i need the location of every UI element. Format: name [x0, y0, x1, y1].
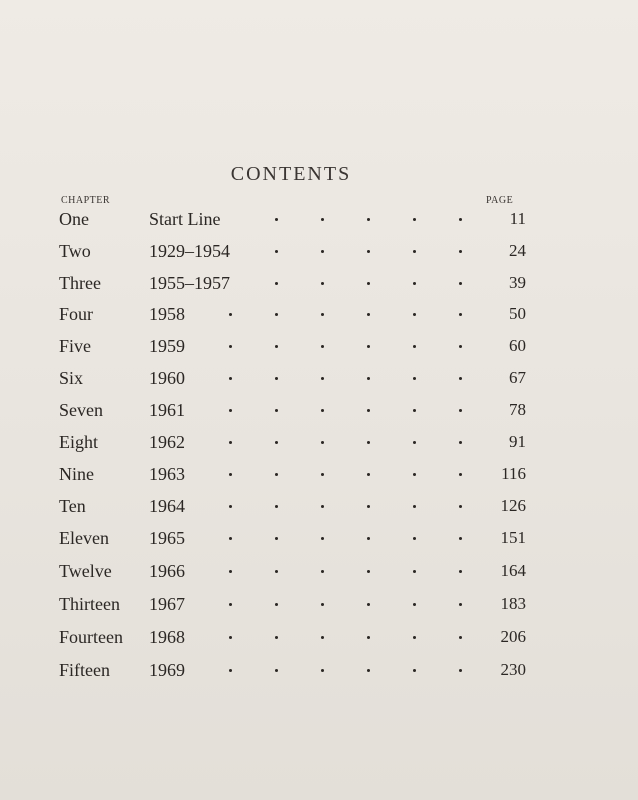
chapter-title: 1968	[149, 627, 185, 647]
leader-dot	[413, 636, 416, 639]
leader-dot	[413, 282, 416, 285]
leader-dot	[459, 313, 462, 316]
chapter-number: Eight	[59, 432, 98, 452]
leader-dot	[367, 282, 370, 285]
leader-dot	[321, 313, 324, 316]
chapter-title: 1965	[149, 528, 185, 548]
leader-dot	[459, 570, 462, 573]
leader-dot	[275, 345, 278, 348]
chapter-number: Fifteen	[59, 660, 110, 680]
leader-dot	[367, 250, 370, 253]
leader-dot	[275, 570, 278, 573]
toc-row	[0, 364, 638, 392]
leader-dot	[459, 603, 462, 606]
chapter-number: Seven	[59, 400, 103, 420]
leader-dot	[321, 636, 324, 639]
toc-row	[0, 557, 638, 585]
leader-dot	[367, 570, 370, 573]
leader-dot	[275, 377, 278, 380]
leader-dot	[229, 636, 232, 639]
leader-dot	[229, 603, 232, 606]
page-number: 116	[501, 464, 526, 483]
toc-row	[0, 656, 638, 684]
chapter-number: Five	[59, 336, 92, 356]
leader-dot	[459, 377, 462, 380]
leader-dot	[321, 441, 324, 444]
leader-dot	[229, 409, 232, 412]
leader-dot	[459, 409, 462, 412]
leader-dot	[459, 282, 462, 285]
leader-dot	[229, 345, 232, 348]
leader-dot	[459, 345, 462, 348]
leader-dot	[321, 218, 324, 221]
chapter-number: Eleven	[59, 528, 109, 548]
leader-dot	[367, 377, 370, 380]
chapter-title: 1963	[149, 464, 185, 484]
leader-dot	[275, 313, 278, 316]
page-number: 183	[500, 594, 526, 613]
leader-dot	[413, 409, 416, 412]
chapter-title: 1964	[149, 496, 185, 516]
leader-dot	[275, 218, 278, 221]
toc-row	[0, 428, 638, 456]
leader-dot	[321, 473, 324, 476]
leader-dot	[367, 409, 370, 412]
page-number: 50	[509, 304, 526, 323]
leader-dot	[413, 250, 416, 253]
leader-dot	[229, 377, 232, 380]
toc-row	[0, 237, 638, 265]
leader-dot	[367, 603, 370, 606]
leader-dot	[367, 441, 370, 444]
leader-dot	[413, 313, 416, 316]
leader-dot	[321, 603, 324, 606]
leader-dot	[229, 473, 232, 476]
toc-row	[0, 460, 638, 488]
leader-dot	[413, 345, 416, 348]
leader-dot	[321, 377, 324, 380]
leader-dot	[367, 505, 370, 508]
chapter-title: 1958	[149, 304, 185, 324]
leader-dot	[459, 473, 462, 476]
leader-dot	[229, 313, 232, 316]
leader-dot	[459, 669, 462, 672]
chapter-number: Two	[59, 241, 91, 261]
leader-dot	[229, 441, 232, 444]
leader-dot	[459, 218, 462, 221]
toc-row	[0, 396, 638, 424]
leader-dot	[321, 537, 324, 540]
chapter-number: Twelve	[59, 561, 112, 581]
toc-row	[0, 300, 638, 328]
leader-dot	[275, 603, 278, 606]
leader-dot	[275, 669, 278, 672]
page-column-header: PAGE	[486, 195, 514, 206]
leader-dot	[229, 537, 232, 540]
chapter-title: Start Line	[149, 209, 221, 229]
leader-dot	[367, 218, 370, 221]
leader-dot	[229, 505, 232, 508]
leader-dot	[413, 537, 416, 540]
contents-title: CONTENTS	[230, 163, 352, 185]
leader-dot	[367, 636, 370, 639]
leader-dot	[459, 250, 462, 253]
leader-dot	[367, 537, 370, 540]
chapter-number: Fourteen	[59, 627, 123, 647]
chapter-title: 1929–1954	[149, 241, 230, 261]
page-number: 39	[509, 273, 526, 292]
chapter-title: 1960	[149, 368, 185, 388]
page-number: 91	[509, 432, 526, 451]
leader-dot	[413, 505, 416, 508]
toc-row	[0, 269, 638, 297]
leader-dot	[321, 345, 324, 348]
chapter-number: Nine	[59, 464, 94, 484]
leader-dot	[275, 505, 278, 508]
chapter-title: 1966	[149, 561, 185, 581]
page-number: 24	[509, 241, 526, 260]
leader-dot	[459, 636, 462, 639]
leader-dot	[367, 313, 370, 316]
toc-row	[0, 492, 638, 520]
leader-dot	[413, 377, 416, 380]
page-number: 206	[500, 627, 526, 646]
chapter-number: One	[59, 209, 89, 229]
leader-dot	[413, 603, 416, 606]
leader-dot	[229, 570, 232, 573]
leader-dot	[413, 441, 416, 444]
page-number: 11	[509, 209, 526, 228]
page-number: 151	[500, 528, 526, 547]
leader-dot	[275, 441, 278, 444]
leader-dot	[321, 250, 324, 253]
leader-dot	[459, 537, 462, 540]
leader-dot	[459, 441, 462, 444]
leader-dot	[367, 345, 370, 348]
toc-row	[0, 524, 638, 552]
chapter-number: Ten	[59, 496, 86, 516]
chapter-title: 1955–1957	[149, 273, 230, 293]
leader-dot	[413, 669, 416, 672]
leader-dot	[321, 409, 324, 412]
chapter-number: Four	[59, 304, 94, 324]
leader-dot	[459, 505, 462, 508]
chapter-number: Three	[59, 273, 101, 293]
chapter-number: Six	[59, 368, 84, 388]
leader-dot	[275, 537, 278, 540]
leader-dot	[413, 473, 416, 476]
chapter-title: 1962	[149, 432, 185, 452]
leader-dot	[275, 636, 278, 639]
chapter-number: Thirteen	[59, 594, 120, 614]
leader-dot	[321, 669, 324, 672]
leader-dot	[413, 218, 416, 221]
toc-row	[0, 205, 638, 233]
page-number: 78	[509, 400, 526, 419]
chapter-title: 1961	[149, 400, 185, 420]
leader-dot	[275, 250, 278, 253]
page-number: 164	[500, 561, 526, 580]
chapter-title: 1969	[149, 660, 185, 680]
leader-dot	[321, 570, 324, 573]
leader-dot	[321, 282, 324, 285]
leader-dot	[321, 505, 324, 508]
toc-row	[0, 332, 638, 360]
toc-row	[0, 590, 638, 618]
chapter-title: 1959	[149, 336, 185, 356]
leader-dot	[275, 473, 278, 476]
page-number: 230	[500, 660, 526, 679]
leader-dot	[229, 669, 232, 672]
page-number: 126	[500, 496, 526, 515]
chapter-column-header: CHAPTER	[61, 195, 111, 206]
page-number: 67	[509, 368, 526, 387]
leader-dot	[413, 570, 416, 573]
leader-dot	[275, 409, 278, 412]
toc-row	[0, 623, 638, 651]
leader-dot	[367, 473, 370, 476]
chapter-title: 1967	[149, 594, 185, 614]
page-number: 60	[509, 336, 526, 355]
leader-dot	[367, 669, 370, 672]
leader-dot	[275, 282, 278, 285]
